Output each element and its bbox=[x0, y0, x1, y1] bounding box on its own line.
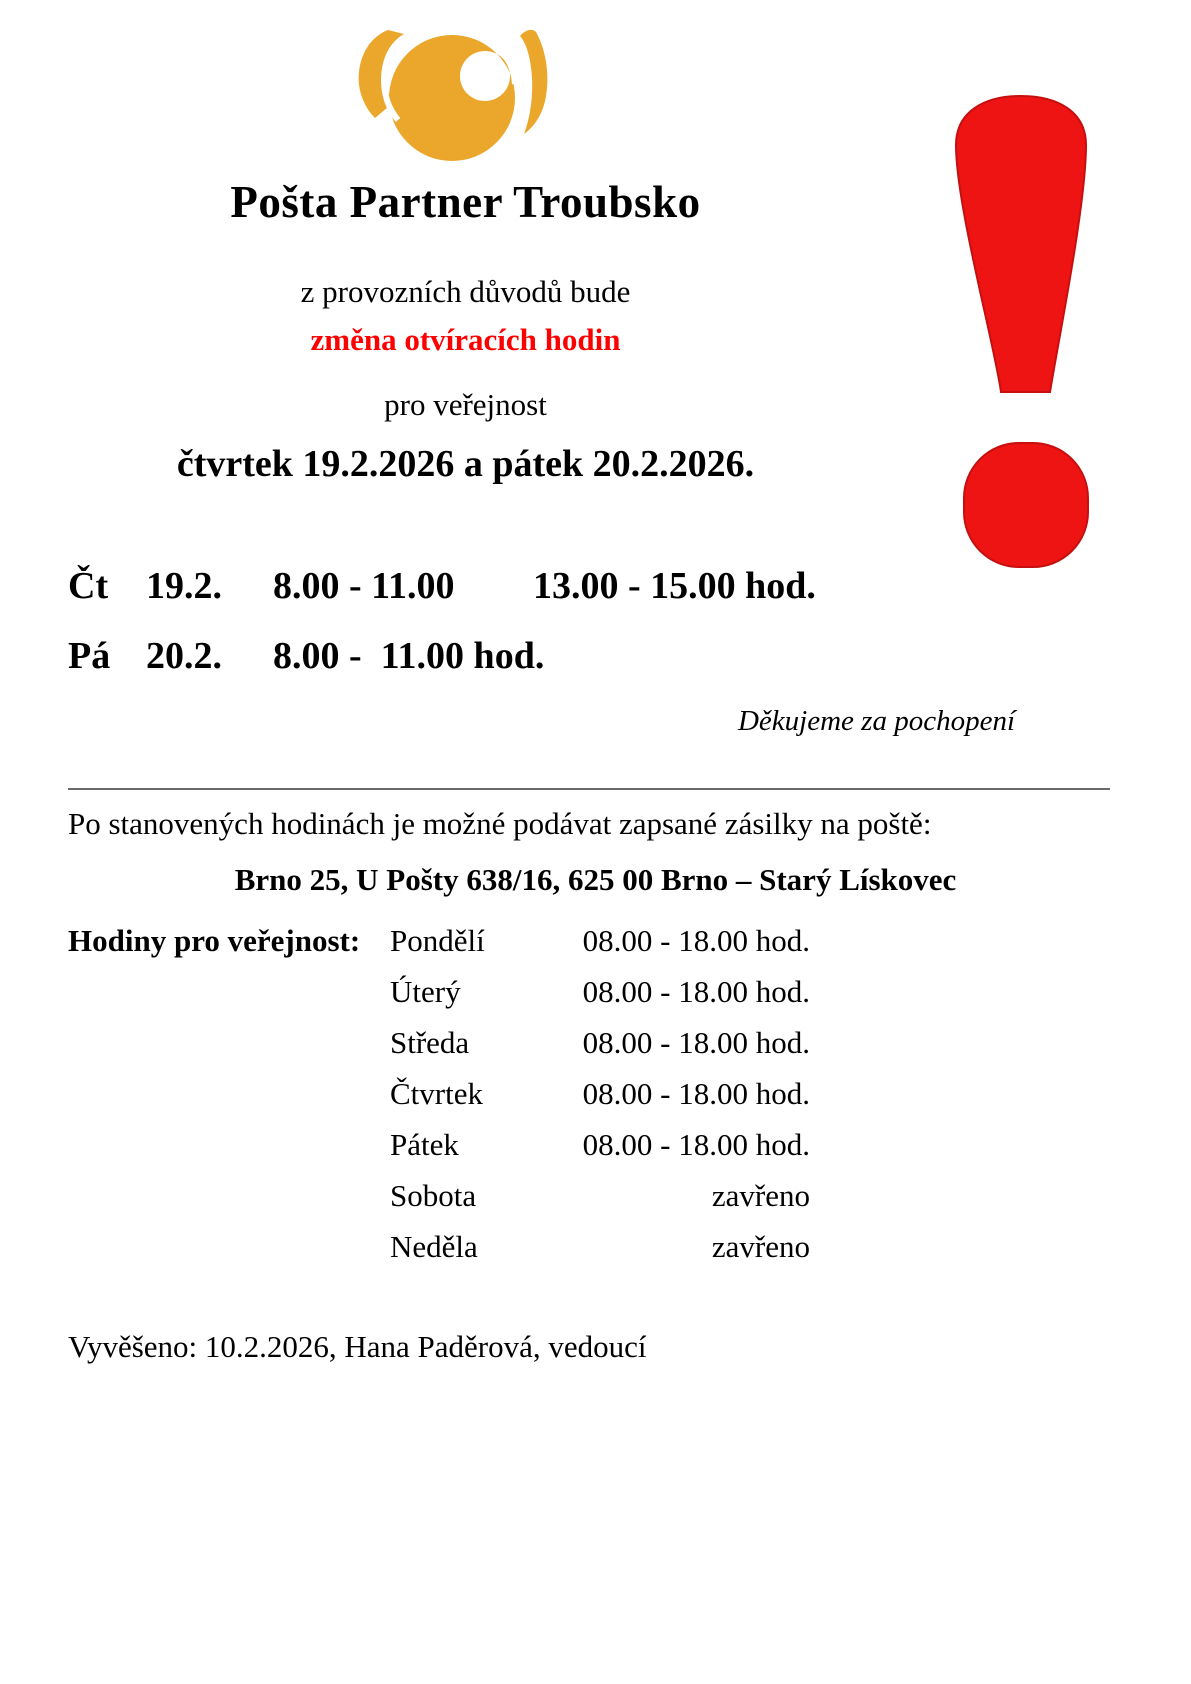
headline-line-dates: čtvrtek 19.2.2026 a pátek 20.2.2026. bbox=[176, 443, 755, 485]
exclamation-mark-graphic bbox=[940, 90, 1100, 570]
schedule-hours-monday: 08.00 - 18.00 hod. bbox=[582, 923, 810, 958]
exclamation-icon bbox=[940, 90, 1100, 570]
headline-line-reason: z provozních důvodů bude bbox=[300, 274, 631, 309]
day-date: 20.2. bbox=[146, 635, 222, 677]
posted-by-line: Vyvěšeno: 10.2.2026, Hana Paděrová, vedoucí bbox=[68, 1329, 647, 1364]
schedule-hours-friday: 08.00 - 18.00 hod. bbox=[582, 1127, 810, 1162]
special-hours-row-thursday bbox=[0, 564, 1191, 610]
hours-morning: 8.00 - 11.00 hod. bbox=[273, 635, 545, 677]
hours-morning: 8.00 - 11.00 bbox=[273, 565, 455, 607]
schedule-day-wednesday: Středa bbox=[390, 1025, 470, 1060]
post-office-address: Brno 25, U Pošty 638/16, 625 00 Brno – Starý Lískovec bbox=[234, 862, 957, 897]
horizontal-divider bbox=[68, 788, 1110, 790]
page-title: Pošta Partner Troubsko bbox=[230, 177, 701, 227]
czech-post-logo bbox=[340, 28, 570, 166]
schedule-hours-thursday: 08.00 - 18.00 hod. bbox=[582, 1076, 810, 1111]
deposit-note: Po stanovených hodinách je možné podávat zapsané zásilky na poště: bbox=[68, 806, 932, 841]
day-date: 19.2. bbox=[146, 565, 222, 607]
schedule-day-tuesday: Úterý bbox=[390, 974, 461, 1009]
schedule-day-friday: Pátek bbox=[390, 1127, 459, 1162]
headline-line-public: pro veřejnost bbox=[384, 387, 547, 422]
day-abbr: Pá bbox=[68, 635, 111, 677]
schedule-day-thursday: Čtvrtek bbox=[390, 1076, 483, 1111]
day-abbr: Čt bbox=[68, 565, 109, 607]
schedule-hours-saturday: zavřeno bbox=[711, 1178, 810, 1213]
thanks-note: Děkujeme za pochopení bbox=[737, 705, 1015, 737]
special-hours-row-friday bbox=[0, 634, 1191, 680]
public-hours-label: Hodiny pro veřejnost: bbox=[68, 923, 361, 958]
headline-line-change: změna otvíracích hodin bbox=[310, 322, 621, 357]
schedule-day-saturday: Sobota bbox=[390, 1178, 477, 1213]
post-horn-icon bbox=[340, 28, 570, 166]
schedule-day-monday: Pondělí bbox=[390, 923, 485, 958]
schedule-hours-sunday: zavřeno bbox=[711, 1229, 810, 1264]
schedule-hours-tuesday: 08.00 - 18.00 hod. bbox=[582, 974, 810, 1009]
hours-afternoon: 13.00 - 15.00 hod. bbox=[533, 565, 816, 607]
schedule-hours-wednesday: 08.00 - 18.00 hod. bbox=[582, 1025, 810, 1060]
schedule-day-sunday: Neděla bbox=[390, 1229, 478, 1264]
